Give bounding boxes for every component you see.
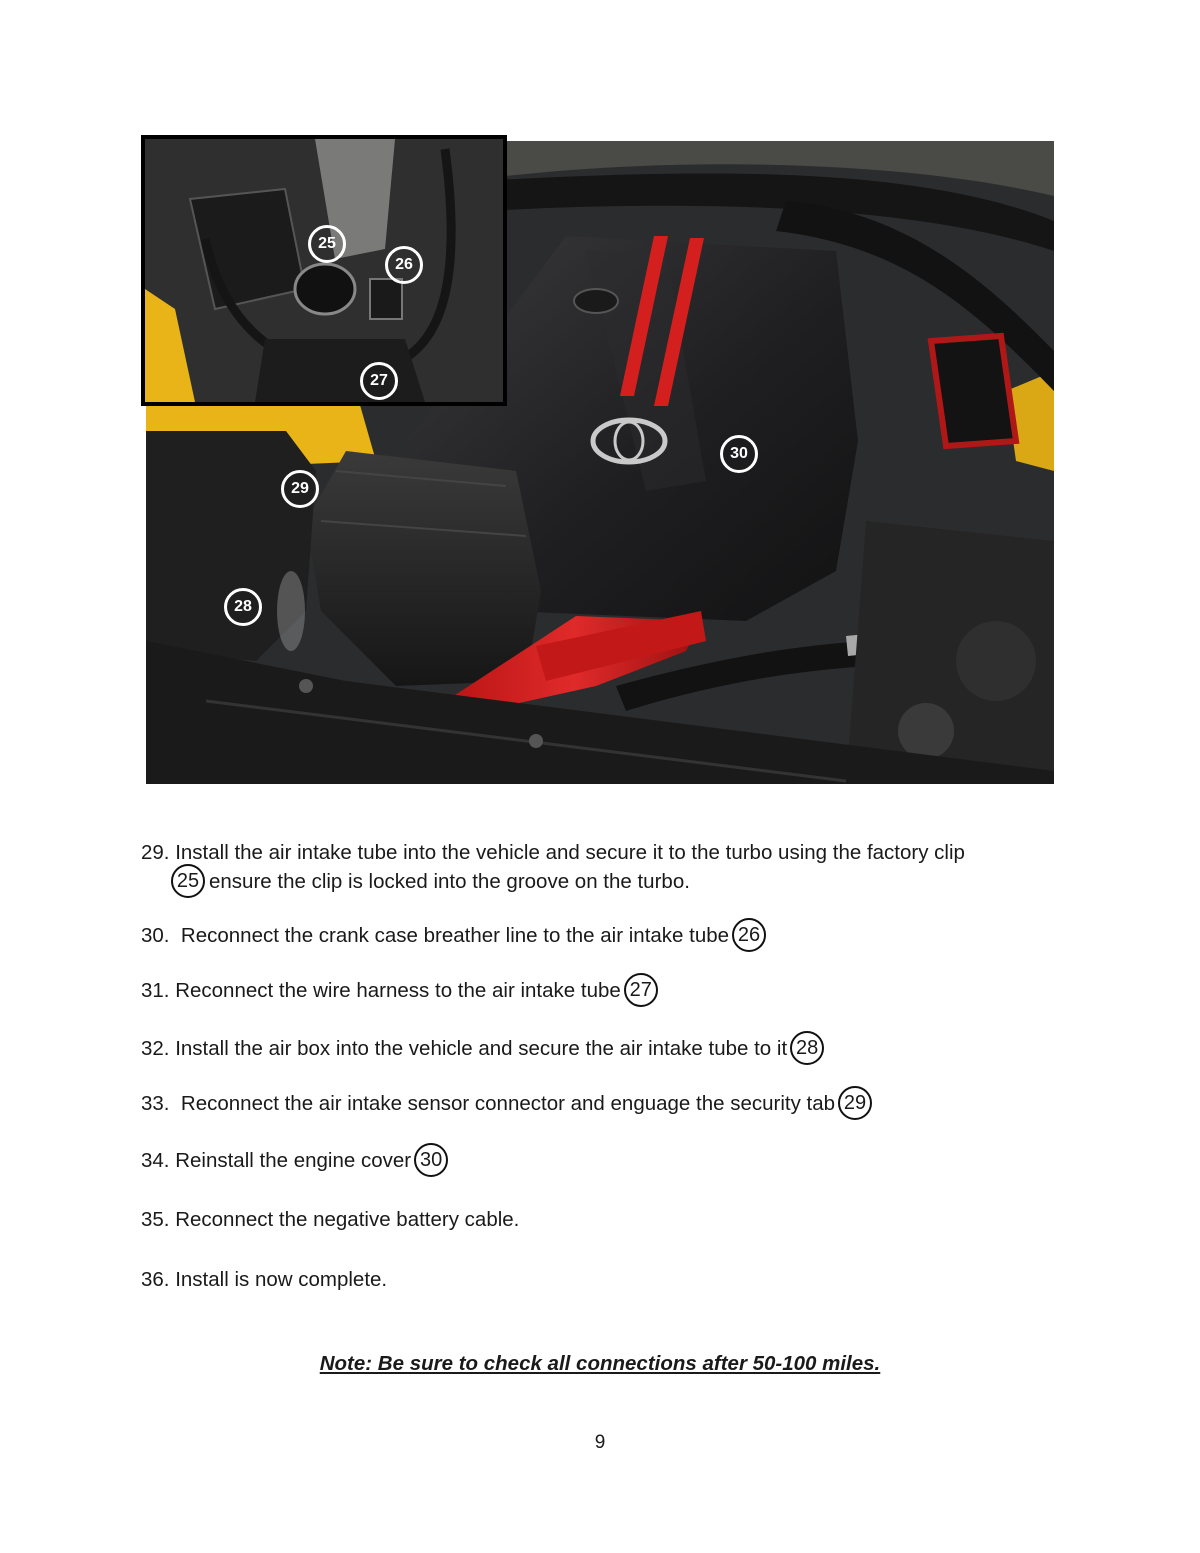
step-33 (141, 1089, 872, 1120)
step-29 (141, 838, 965, 898)
step-32 (141, 1034, 824, 1065)
step-text: Reinstall the engine cover (175, 1149, 412, 1172)
step-text: Install the air box into the vehicle and secure the air intake tube to it (175, 1037, 788, 1060)
step-text-continued: ensure the clip is locked into the groove on the turbo. (209, 870, 690, 893)
step-36 (141, 1265, 387, 1294)
callout-28: 28 (224, 588, 262, 626)
step-35 (141, 1205, 519, 1234)
step-number: 31. (141, 979, 170, 1002)
inset-illustration (145, 139, 503, 402)
callout-25: 25 (308, 225, 346, 263)
step-number: 33. (141, 1092, 170, 1115)
step-text: Reconnect the negative battery cable. (175, 1208, 520, 1231)
step-ref-badge: 30 (414, 1143, 448, 1177)
step-ref-badge: 29 (838, 1086, 872, 1120)
step-30 (141, 921, 766, 952)
step-31 (141, 976, 658, 1007)
step-text: Reconnect the wire harness to the air intake tube (175, 979, 621, 1002)
step-ref-badge: 25 (171, 864, 205, 898)
step-number: 35. (141, 1208, 170, 1231)
callout-27: 27 (360, 362, 398, 400)
step-number: 32. (141, 1037, 170, 1060)
page-number: 9 (594, 1432, 606, 1453)
step-number: 36. (141, 1268, 170, 1291)
step-number: 29. (141, 841, 170, 864)
inset-detail-photo (141, 135, 507, 406)
step-continuation (141, 867, 965, 898)
step-number: 34. (141, 1149, 170, 1172)
step-ref-badge: 26 (732, 918, 766, 952)
mileage-note: Note: Be sure to check all connections after 50-100 miles. (319, 1352, 881, 1375)
step-text: Reconnect the crank case breather line to the air intake tube (180, 924, 730, 947)
step-text: Install is now complete. (175, 1268, 388, 1291)
step-text: Install the air intake tube into the vehicle and secure it to the turbo using the factory clip (175, 841, 965, 864)
callout-30: 30 (720, 435, 758, 473)
step-number: 30. (141, 924, 170, 947)
step-ref-badge: 28 (790, 1031, 824, 1065)
callout-26: 26 (385, 246, 423, 284)
step-ref-badge: 27 (624, 973, 658, 1007)
step-34 (141, 1146, 448, 1177)
step-text: Reconnect the air intake sensor connector and enguage the security tab (180, 1092, 836, 1115)
callout-29: 29 (281, 470, 319, 508)
